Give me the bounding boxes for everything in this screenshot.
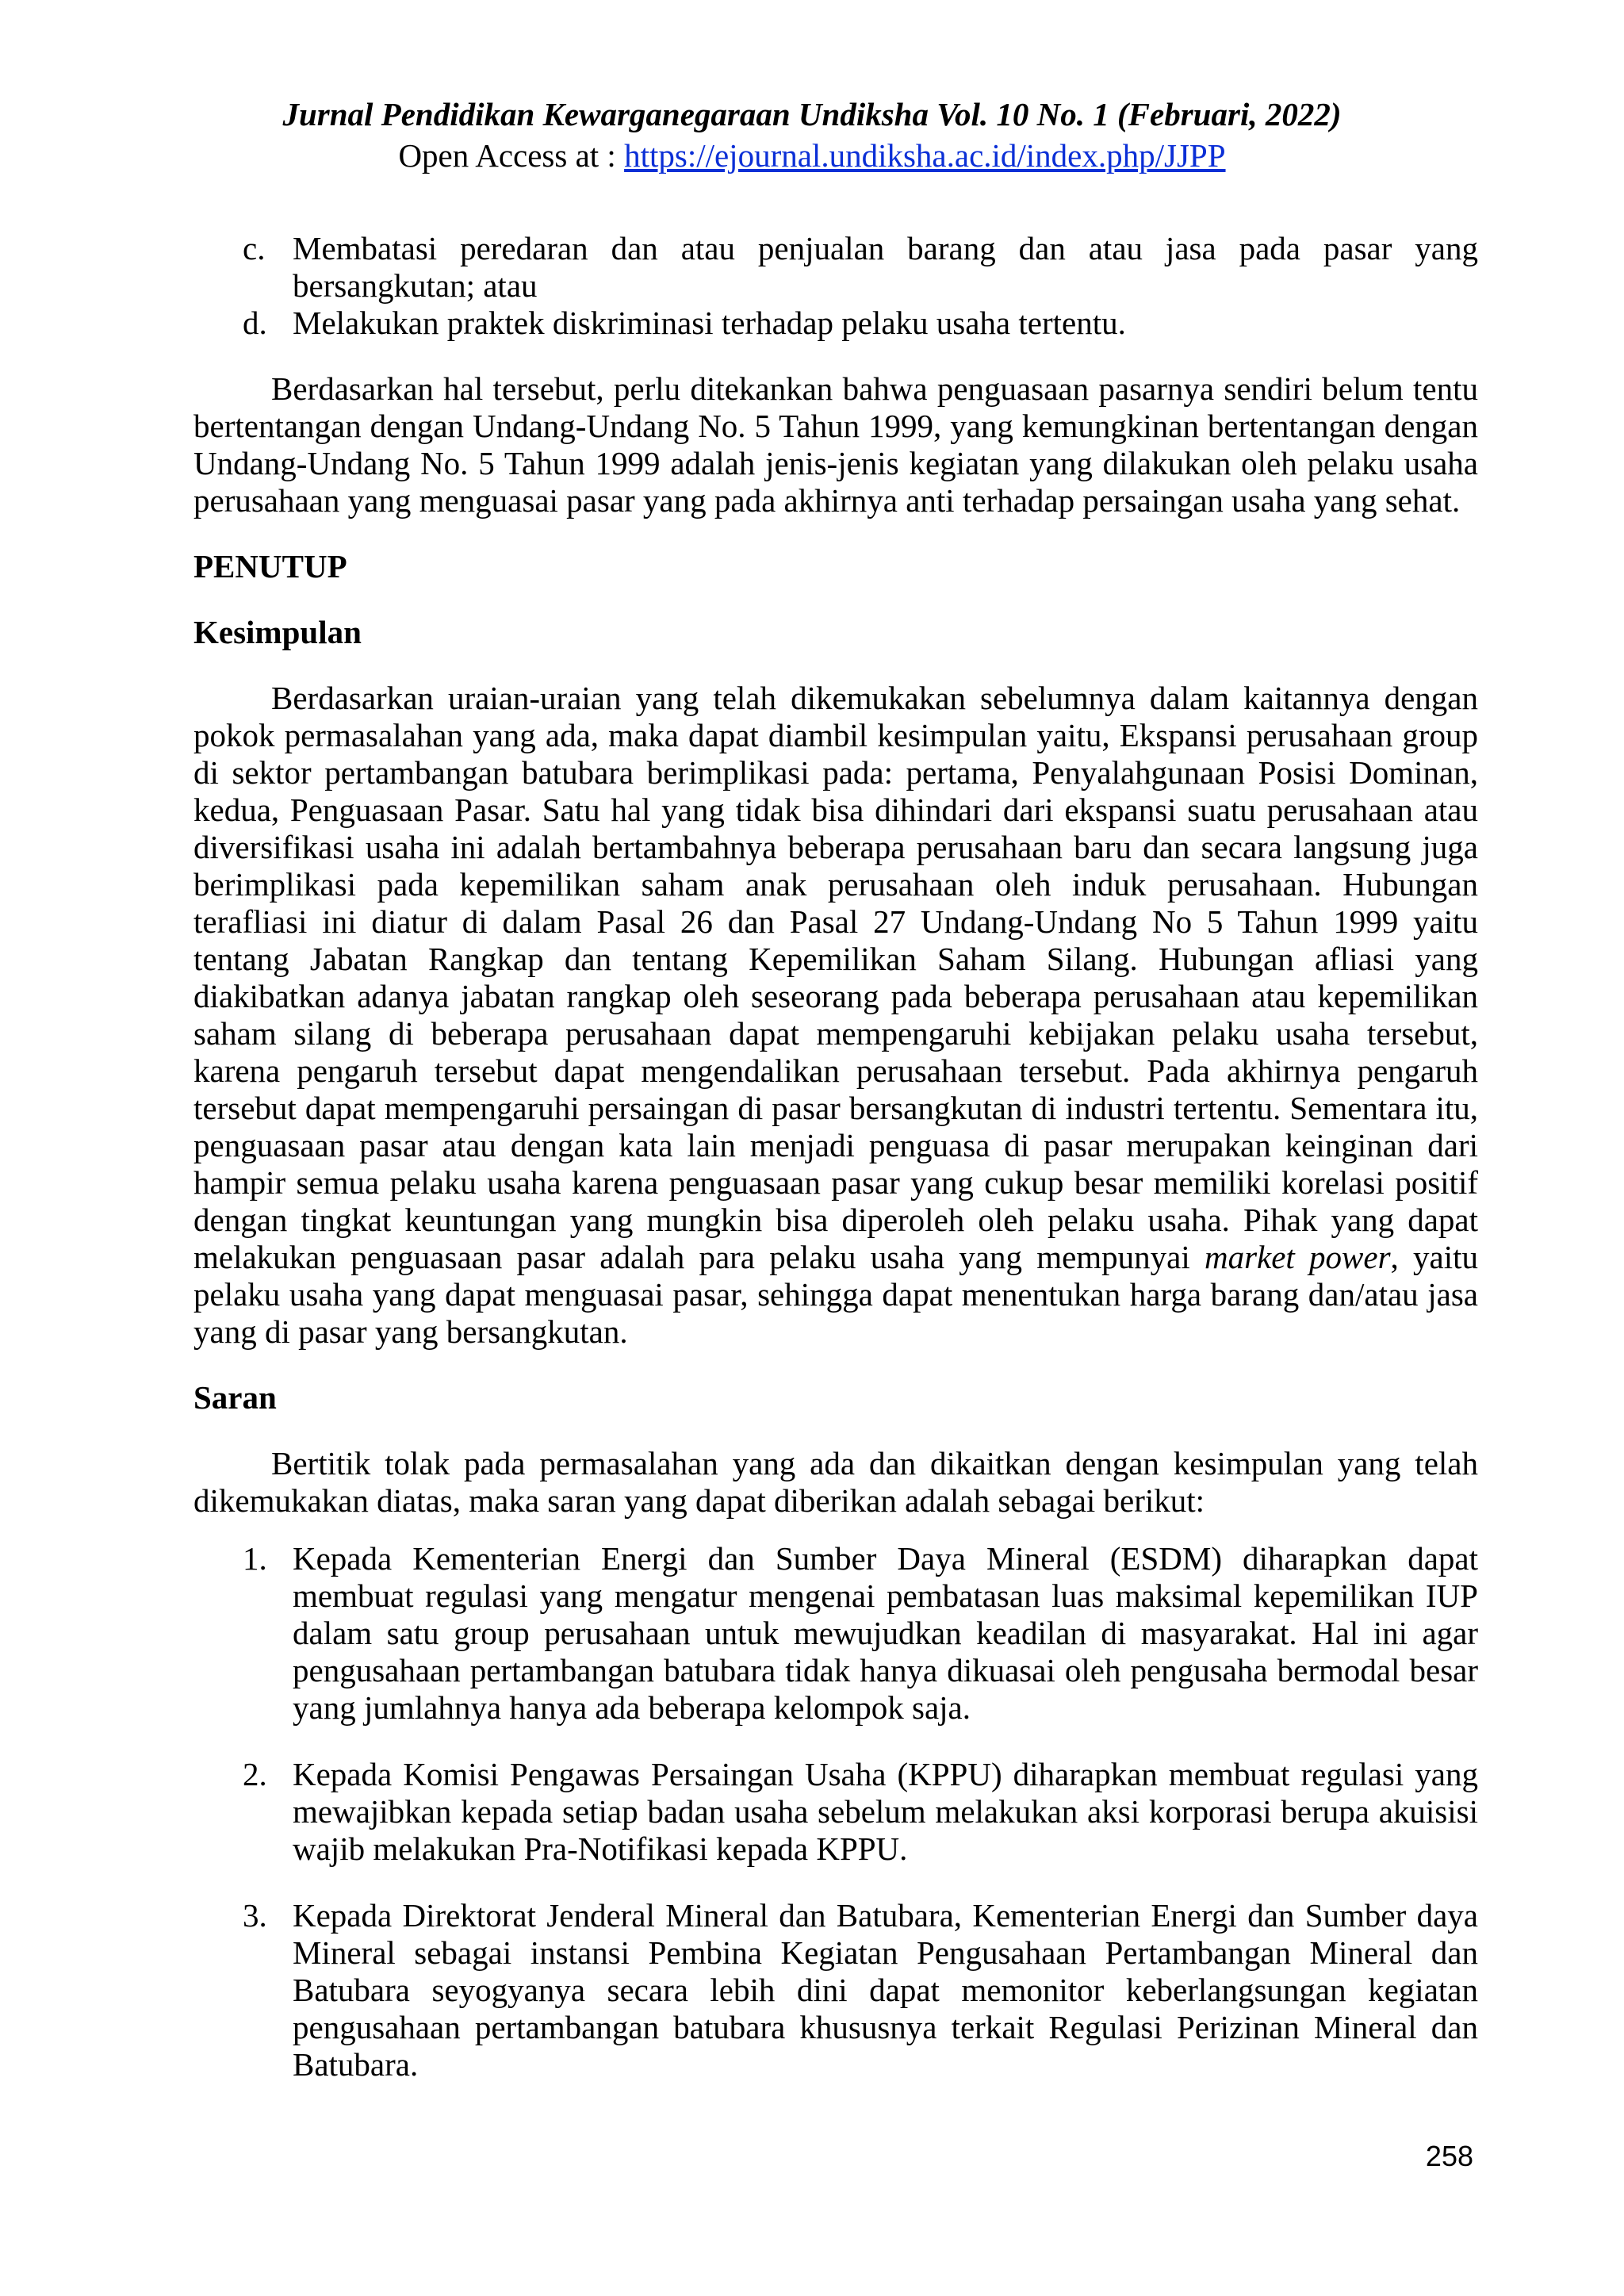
list-marker: 1. (243, 1540, 267, 1577)
list-marker: 2. (243, 1756, 267, 1792)
list-marker: d. (243, 305, 267, 341)
suggestion-text: Kepada Komisi Pengawas Persaingan Usaha (KPPU) diharapkan membuat regulasi yang mewajibkan kepada setiap badan usaha sebelum melakukan aksi korporasi berupa akuisisi wajib melakukan Pra-Notifikasi kepada KPPU. (293, 1756, 1478, 1867)
list-marker: 3. (243, 1897, 267, 1934)
suggestions-intro: Bertitik tolak pada permasalahan yang ada dan dikaitkan dengan kesimpulan yang telah dikemukakan diatas, maka saran yang dapat diberikan adalah sebagai berikut: (193, 1445, 1478, 1519)
list-item-text: Melakukan praktek diskriminasi terhadap pelaku usaha tertentu. (293, 305, 1126, 341)
suggestion-text: Kepada Kementerian Energi dan Sumber Daya Mineral (ESDM) diharapkan dapat membuat regulasi yang mengatur mengenai pembatasan luas maksimal kepemilikan IUP dalam satu group perusahaan untuk mewujudkan keadilan di masyarakat. Hal ini agar pengusahaan pertambangan batubara tidak hanya dikuasai oleh pengusaha bermodal besar yang jumlahnya hanya ada beberapa kelompok saja. (293, 1540, 1478, 1726)
journal-url-link[interactable]: https://ejournal.undiksha.ac.id/index.php/JJPP (624, 137, 1226, 174)
heading-kesimpulan: Kesimpulan (193, 614, 362, 650)
suggestion-text: Kepada Direktorat Jenderal Mineral dan Batubara, Kementerian Energi dan Sumber daya Mineral sebagai instansi Pembina Kegiatan Pengusahaan Pertambangan Mineral dan Batubara seyogyanya secara lebih dini dapat memonitor keberlangsungan kegiatan pengusahaan pertambangan batubara khususnya terkait Regulasi Perizinan Mineral dan Batubara. (293, 1897, 1478, 2083)
list-item-d (193, 305, 1478, 342)
conclusion-text-part1: Berdasarkan uraian-uraian yang telah dikemukakan sebelumnya dalam kaitannya dengan pokok permasalahan yang ada, maka dapat diambil kesimpulan yaitu, Ekspansi perusahaan group di sektor pertambangan batubara berimplikasi pada: pertama, Penyalahgunaan Posisi Dominan, kedua, Penguasaan Pasar. Satu hal yang tidak bisa dihindari dari ekspansi suatu perusahaan atau diversifikasi usaha ini adalah bertambahnya beberapa perusahaan baru dan secara langsung juga berimplikasi pada kepemilikan saham anak perusahaan oleh induk perusahaan. Hubungan terafliasi ini diatur di dalam Pasal 26 dan Pasal 27 Undang-Undang No 5 Tahun 1999 yaitu tentang Jabatan Rangkap dan tentang Kepemilikan Saham Silang. Hubungan afliasi yang diakibatkan adanya jabatan rangkap oleh seseorang pada beberapa perusahaan atau kepemilikan saham silang di beberapa perusahaan dapat mempengaruhi kebijakan pelaku usaha tersebut, karena pengaruh tersebut dapat mengendalikan perusahaan tersebut. Pada akhirnya pengaruh tersebut dapat mempengaruhi persaingan di pasar bersangkutan di industri tertentu. Sementara itu, penguasaan pasar atau dengan kata lain menjadi penguasa di pasar merupakan keinginan dari hampir semua pelaku usaha karena penguasaan pasar yang cukup besar memiliki korelasi positif dengan tingkat keuntungan yang mungkin bisa diperoleh oleh pelaku usaha. Pihak yang dapat melakukan penguasaan pasar adalah para pelaku usaha yang mempunyai (193, 680, 1478, 1275)
continued-list (193, 230, 1478, 342)
conclusion-paragraph (193, 680, 1478, 1351)
heading-saran: Saran (193, 1379, 277, 1416)
list-item-text: Membatasi peredaran dan atau penjualan barang dan atau jasa pada pasar yang bersangkutan; atau (293, 230, 1478, 304)
page-number: 258 (1425, 2140, 1473, 2172)
conclusion-text-part2: , yaitu pelaku usaha yang dapat menguasai pasar, sehingga dapat menentukan harga barang dan/atau jasa yang di pasar yang bersangkutan. (193, 1239, 1478, 1350)
running-header (0, 94, 1624, 176)
journal-title: Jurnal Pendidikan Kewarganegaraan Undiksha Vol. 10 No. 1 (Februari, 2022) (282, 96, 1342, 132)
section-title-penutup: PENUTUP (193, 548, 347, 585)
open-access-label: Open Access at : (398, 137, 625, 174)
intro-paragraph: Berdasarkan hal tersebut, perlu ditekankan bahwa penguasaan pasarnya sendiri belum tentu bertentangan dengan Undang-Undang No. 5 Tahun 1999, yang kemungkinan bertentangan dengan Undang-Undang No. 5 Tahun 1999 adalah jenis-jenis kegiatan yang dilakukan oleh pelaku usaha perusahaan yang menguasai pasar yang pada akhirnya anti terhadap persaingan usaha yang sehat. (193, 370, 1478, 519)
suggestion-item-2 (193, 1756, 1478, 1868)
suggestions-list (193, 1540, 1478, 2083)
suggestion-item-3 (193, 1897, 1478, 2083)
open-access-line (0, 135, 1624, 176)
list-marker: c. (243, 230, 266, 266)
conclusion-italic-term: market power (1204, 1239, 1391, 1275)
suggestion-item-1 (193, 1540, 1478, 1727)
body-content (193, 230, 1478, 2113)
list-item-c (193, 230, 1478, 305)
